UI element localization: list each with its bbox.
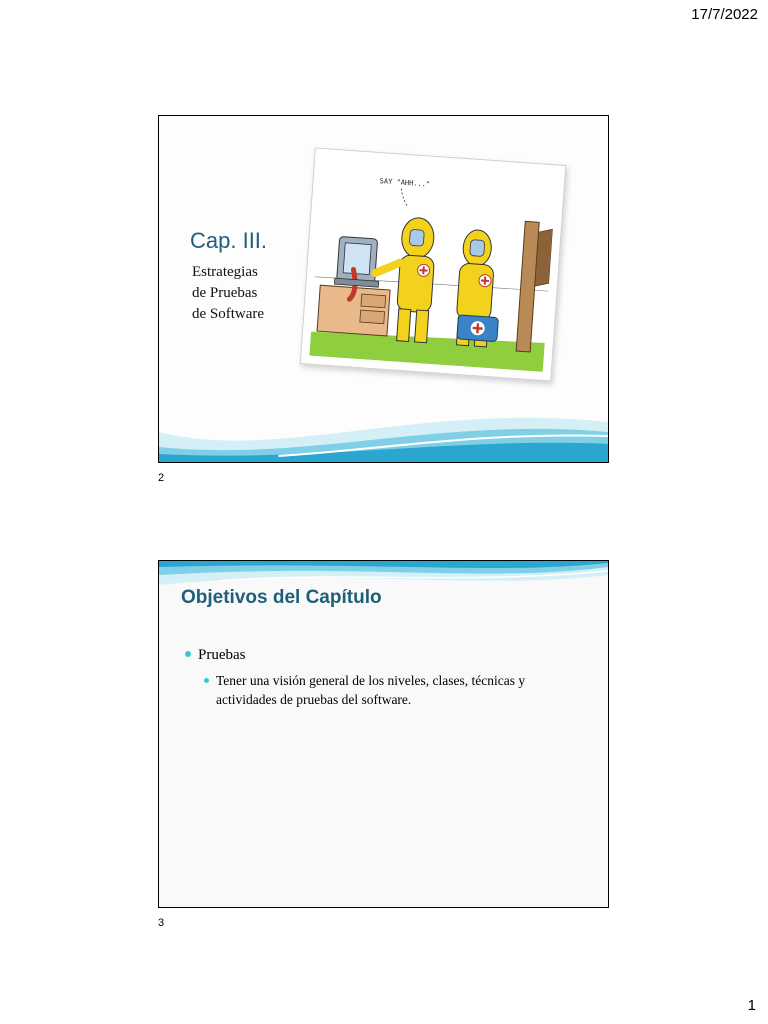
slide-number: 3 [158,917,165,929]
slide-title: Cap. III. [190,228,268,253]
slide-2 [158,115,609,463]
slide-number: 2 [158,472,165,484]
slide-3 [158,560,609,908]
subtitle-line: Estrategias [192,264,258,280]
wave-decoration [159,392,608,462]
sub-bullet-item [204,671,564,709]
hazmat-cartoon-illustration [309,157,556,372]
cartoon-image [300,147,567,381]
bullet-dot-icon [185,651,191,657]
bullet-dot-icon [204,678,209,683]
page-number: 1 [747,997,756,1014]
subtitle-line: de Pruebas [192,285,258,301]
sub-bullet-text: Tener una visión general de los niveles, clases, técnicas y actividades de pruebas del software. [216,673,526,707]
bullet-text: Pruebas [198,647,246,663]
slide-subtitle [192,262,312,325]
page-date: 17/7/2022 [691,6,758,23]
bullet-item [185,647,246,664]
subtitle-line: de Software [192,306,265,322]
speech-text: SAY "AHH..." [379,177,431,189]
slide-title: Objetivos del Capítulo [181,587,382,608]
